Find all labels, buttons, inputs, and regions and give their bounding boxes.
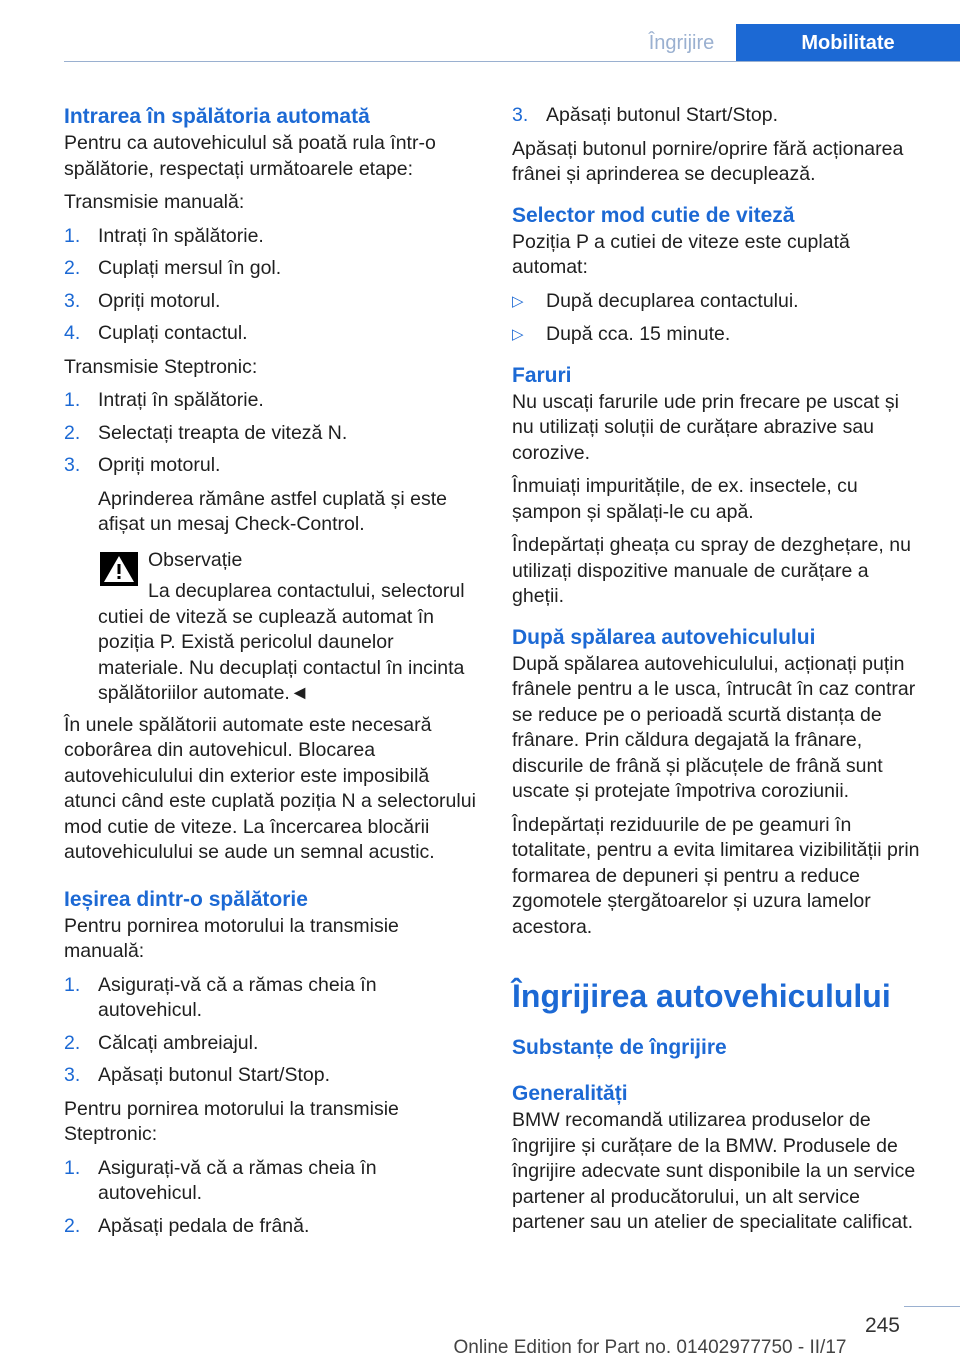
- paragraph: În unele spălătorii automate este necesară coborârea din autovehicul. Blocarea autovehiculului din exterior este imposibilă atunci când este cuplată poziția N a selectorului mod cutie de viteze. La încercarea blocării autovehiculului se aude un semnal acustic.: [64, 713, 476, 863]
- page-header: [0, 0, 960, 62]
- list-item: 2. Apăsați pedala de frână.: [64, 1214, 310, 1237]
- paragraph: Apăsați butonul pornire/oprire fără acționarea frânei și aprinderea se decuplează.: [512, 137, 904, 185]
- warning-box: [64, 548, 480, 707]
- paragraph: Îndepărtați reziduurile de pe geamuri în totalitate, pentru a evita limitarea vizibilității prin formarea de depuneri și pentru a reduce zgomotele ștergătoarelor și uzura lamelor acestora.: [512, 813, 920, 938]
- list-item: ▷ După cca. 15 minute.: [512, 322, 926, 348]
- paragraph: Pentru pornirea motorului la transmisie Steptronic:: [64, 1097, 399, 1145]
- left-column: [64, 103, 480, 1247]
- list-item: 3. Apăsați butonul Start/Stop.: [64, 1064, 330, 1086]
- right-column: [512, 103, 926, 1244]
- heading-after-washing: După spălarea autovehiculului: [512, 625, 816, 649]
- numbered-list: [64, 973, 480, 1089]
- list-item: 1. Asigurați-vă că a rămas cheia în autovehicul.: [64, 1156, 377, 1204]
- list-item: 2. Cuplați mersul în gol.: [64, 257, 282, 279]
- list-item: 2. Călcați ambreiajul.: [64, 1031, 259, 1054]
- edition-footer: Online Edition for Part no. 01402977750 - II/17: [453, 1337, 847, 1358]
- heading-general: Generalități: [512, 1082, 628, 1105]
- step-note: Aprinderea rămâne astfel cuplată și este afișat un mesaj Check-Control.: [98, 487, 448, 535]
- section-tab-care[interactable]: Îngrijire: [648, 32, 715, 54]
- paragraph: Îndepărtați gheața cu spray de dezghețare, nu utilizați dispozitive manuale de curățare a gheții.: [512, 534, 911, 607]
- header-rule: [64, 61, 960, 62]
- heading-headlights: Faruri: [512, 363, 572, 387]
- list-item: ▷ După decuplarea contactului.: [512, 289, 926, 315]
- list-item: 2. Selectați treapta de viteză N.: [64, 421, 348, 444]
- page-number: 245: [864, 1314, 900, 1337]
- numbered-list: [64, 388, 480, 479]
- heading-exit-car-wash: Ieșirea dintr-o spălătorie: [64, 887, 308, 911]
- warning-triangle-icon: [100, 552, 138, 586]
- heading-car-wash-entry: Intrarea în spălătoria automată: [64, 105, 370, 128]
- list-item: 1. Asigurați-vă că a rămas cheia în autovehicul.: [64, 973, 377, 1021]
- heading-vehicle-care: Îngrijirea autovehiculului: [512, 978, 891, 1014]
- bullet-list: [512, 289, 926, 348]
- warning-title: Observație: [148, 548, 243, 571]
- warning-text: La decuplarea contactului, selectorul cutiei de viteză se cuplează automat în poziția P. Există pericolul daunelor materiale. Nu decuplați contactul în incinta spălătoriilor automate.◄: [98, 580, 465, 704]
- list-item: 1. Intrați în spălătorie.: [64, 224, 264, 247]
- numbered-list: [64, 224, 480, 347]
- paragraph: Transmisie manuală:: [64, 191, 245, 213]
- heading-care-products: Substanțe de îngrijire: [512, 1036, 727, 1059]
- paragraph: După spălarea autovehiculului, acționați puțin frânele pentru a le usca, întrucât în caz contrar se reduce pe o perioadă scurtă distanța de frânare. Prin căldura degajată la frânare, discurile de frână și plăcuțele de frână sunt uscate și protejate împotriva coroziunii.: [512, 652, 916, 802]
- list-item: 3. Apăsați butonul Start/Stop.: [512, 104, 778, 126]
- paragraph: Nu uscați farurile ude prin frecare pe uscat și nu utilizați soluții de curățare abrazive sau corozive.: [512, 390, 899, 464]
- numbered-list: [512, 103, 926, 129]
- list-item: 4. Cuplați contactul.: [64, 322, 248, 344]
- paragraph: Pentru ca autovehiculul să poată rula într-o spălătorie, respectați următoarele etape:: [64, 132, 436, 180]
- paragraph: Poziția P a cutiei de viteze este cuplată automat:: [512, 230, 850, 278]
- paragraph: Pentru pornirea motorului la transmisie manuală:: [64, 914, 399, 962]
- paragraph: BMW recomandă utilizarea produselor de îngrijire și curățare de la BMW. Produsele de îngrijire adecvate sunt disponibile la un service partener al producătorului, un alt service partener sau un atelier de specialitate calificat.: [512, 1109, 916, 1233]
- paragraph: Transmisie Steptronic:: [64, 355, 258, 378]
- numbered-list: [64, 1156, 480, 1240]
- footer-rule: [904, 1306, 960, 1307]
- triangle-bullet-icon: ▷: [512, 292, 524, 310]
- paragraph: Înmuiați impuritățile, de ex. insectele, cu șampon și spălați-le cu apă.: [512, 475, 858, 523]
- heading-gear-selector: Selector mod cutie de viteză: [512, 203, 795, 227]
- list-item: 1. Intrați în spălătorie.: [64, 389, 264, 411]
- section-tab-mobility[interactable]: Mobilitate: [736, 24, 960, 62]
- triangle-bullet-icon: ▷: [512, 326, 524, 343]
- list-item: 3. Opriți motorul.: [64, 289, 221, 312]
- list-item: 3. Opriți motorul.: [64, 454, 221, 476]
